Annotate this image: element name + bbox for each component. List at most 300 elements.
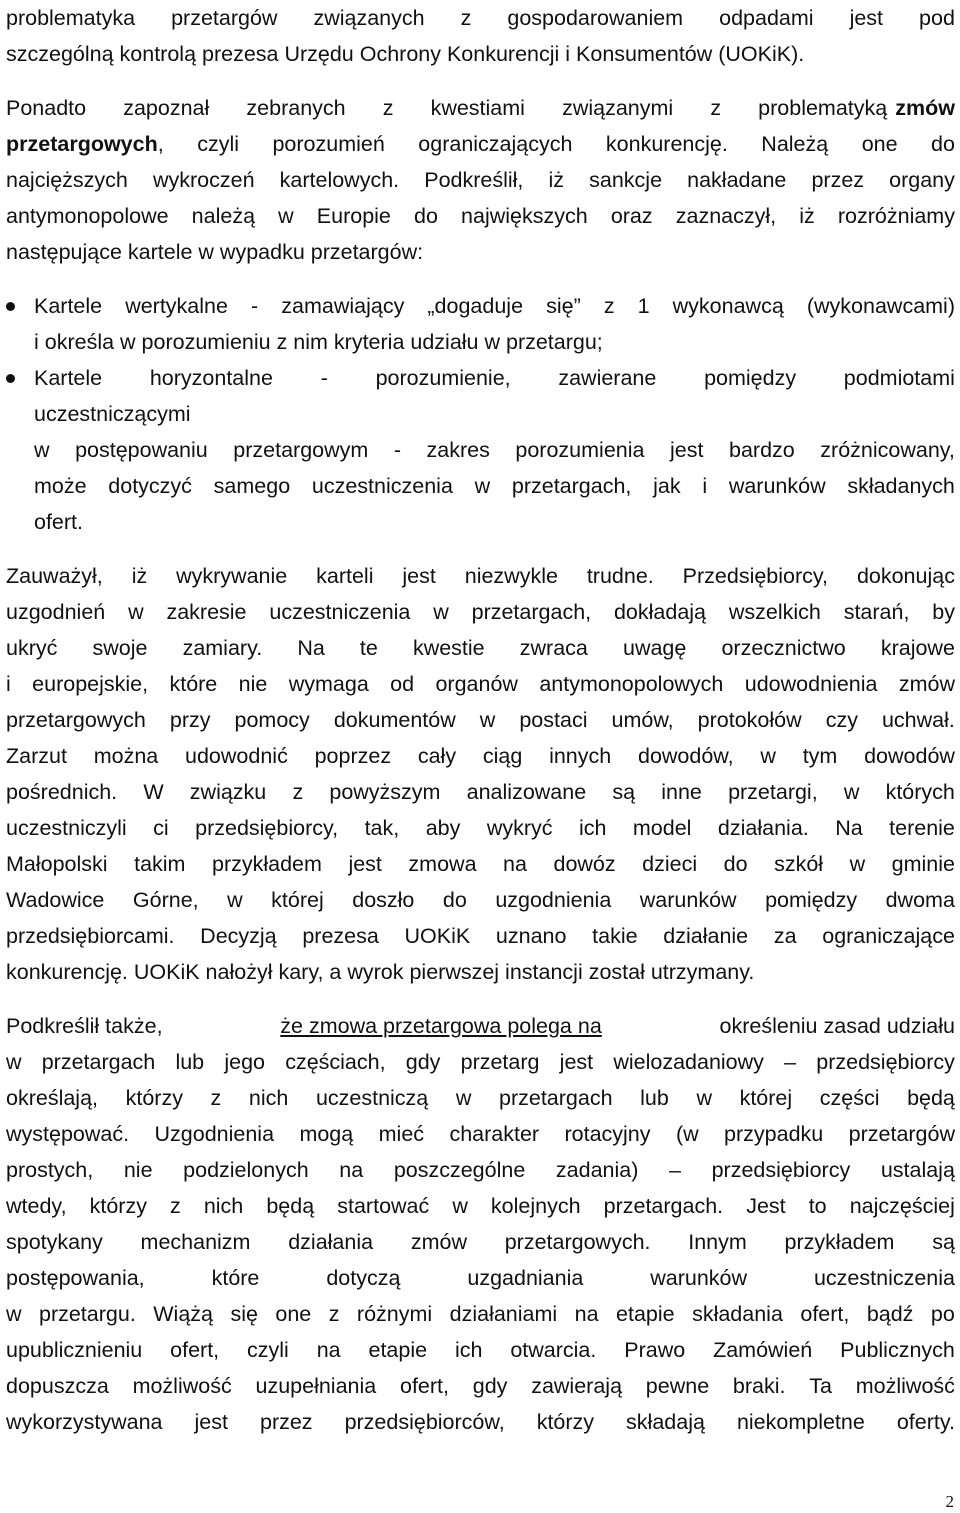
text-span xyxy=(158,126,955,162)
word: zwraca xyxy=(519,636,588,660)
word: należą xyxy=(191,204,256,228)
word: warunków xyxy=(728,474,826,498)
word: przetargu. xyxy=(38,1302,136,1326)
text-line xyxy=(6,432,955,468)
word: ograniczające xyxy=(822,924,955,948)
word: różnymi xyxy=(356,1302,433,1326)
text-span: konkurencję. UOKiK nałożył kary, a wyrok pierwszej instancji został utrzymany. xyxy=(6,960,755,984)
word: Ta xyxy=(809,1374,832,1398)
text-line xyxy=(6,1008,955,1044)
text-span: i określa w porozumieniu z nim kryteria udziału w przetargu; xyxy=(34,330,603,354)
word: przetargowych. xyxy=(504,1230,651,1254)
text-line xyxy=(6,630,955,666)
word: jest xyxy=(559,1050,594,1074)
word: lub xyxy=(640,1086,669,1110)
word: do xyxy=(723,852,748,876)
word: dotyczą xyxy=(326,1266,401,1290)
word: ukryć xyxy=(6,636,58,660)
word: analizowane xyxy=(466,780,587,804)
word: ograniczających xyxy=(418,132,573,156)
word: działaniami xyxy=(449,1302,558,1326)
word: jest xyxy=(194,1410,228,1434)
word: swoje xyxy=(92,636,148,660)
word: może xyxy=(34,474,87,498)
word: ofert, xyxy=(800,1302,850,1326)
word: ci xyxy=(153,816,169,840)
word: związanymi xyxy=(562,96,674,120)
word: warunków xyxy=(650,1266,748,1290)
word: Przedsiębiorcy, xyxy=(682,564,829,588)
word: przetargach xyxy=(41,1050,156,1074)
word: zmów xyxy=(410,1230,467,1254)
word: nakładane xyxy=(687,168,787,192)
text-span: uczestniczącymi xyxy=(34,402,191,426)
word: W xyxy=(143,780,164,804)
word: nie xyxy=(123,1158,153,1182)
text-span: określeniu zasad udziału xyxy=(713,1014,955,1038)
word: sankcje xyxy=(589,168,663,192)
word: iż xyxy=(131,564,148,588)
word: Na xyxy=(297,636,325,660)
word: szkół xyxy=(774,852,824,876)
word: są xyxy=(932,1230,955,1254)
word: z xyxy=(170,1194,181,1218)
word: umów, xyxy=(611,708,674,732)
text-line xyxy=(6,918,955,954)
word: związanych xyxy=(313,6,425,30)
word: Innym xyxy=(688,1230,747,1254)
word: podzielonych xyxy=(183,1158,309,1182)
list-item xyxy=(6,288,955,360)
word: dzieci xyxy=(642,852,698,876)
word: dowodów xyxy=(864,744,955,768)
word: od xyxy=(390,672,415,696)
word: Podkreślił, xyxy=(424,168,524,192)
word: to xyxy=(808,1194,827,1218)
word: dowóz xyxy=(553,852,616,876)
word: dokumentów xyxy=(333,708,456,732)
word: aby xyxy=(425,816,461,840)
word: dwoma xyxy=(885,888,955,912)
text-line xyxy=(6,882,955,918)
word: którzy xyxy=(125,1086,183,1110)
text-line xyxy=(6,126,955,162)
word: ich xyxy=(578,816,607,840)
word: zadania) xyxy=(555,1158,639,1182)
text-line xyxy=(6,504,955,540)
word: iż xyxy=(548,168,565,192)
text-line xyxy=(6,468,955,504)
word: na xyxy=(574,1302,599,1326)
text-line xyxy=(6,594,955,630)
word: powyższym xyxy=(329,780,441,804)
text-line xyxy=(6,90,955,126)
word: wykrywanie xyxy=(176,564,288,588)
word: przy xyxy=(169,708,211,732)
word: bardzo xyxy=(729,438,795,462)
word: kwestie xyxy=(412,636,485,660)
word: one xyxy=(275,1302,312,1326)
word: możliwość xyxy=(855,1374,955,1398)
text-span xyxy=(6,90,887,126)
word: części xyxy=(819,1086,880,1110)
word: uczestniczenia xyxy=(813,1266,955,1290)
word: uzgodnienia xyxy=(495,888,612,912)
word: w xyxy=(849,852,866,876)
word: i xyxy=(702,474,708,498)
word: – xyxy=(669,1158,681,1182)
word: w xyxy=(433,600,449,624)
word: zamiary. xyxy=(182,636,263,660)
word: pomiędzy xyxy=(765,888,858,912)
word: w xyxy=(34,438,50,462)
word: podmiotami xyxy=(843,366,955,390)
text-line xyxy=(6,954,955,990)
word: horyzontalne xyxy=(149,366,273,390)
word: składają xyxy=(626,1410,705,1434)
word: Prawo xyxy=(624,1338,686,1362)
word: przetargów xyxy=(848,1122,955,1146)
word: przedsiębiorcami. xyxy=(6,924,175,948)
word: otwarcia. xyxy=(510,1338,597,1362)
word: zebranych xyxy=(246,96,346,120)
word: zapoznał xyxy=(123,96,210,120)
word: model xyxy=(632,816,692,840)
text-line xyxy=(6,36,955,72)
word: europejskie, xyxy=(32,672,149,696)
word: uzupełniania xyxy=(255,1374,377,1398)
word: (wykonawcami) xyxy=(806,294,955,318)
word: w xyxy=(843,780,860,804)
text-line xyxy=(6,1332,955,1368)
word: jego xyxy=(224,1050,265,1074)
word: zmów xyxy=(898,672,955,696)
word: czy xyxy=(825,708,858,732)
text-span: następujące kartele w wypadku przetargów: xyxy=(6,240,424,264)
text-line xyxy=(6,666,955,702)
word: mieć xyxy=(378,1122,425,1146)
text-line xyxy=(6,1368,955,1404)
word: problematyką xyxy=(758,96,888,120)
word: konkurencję. xyxy=(605,132,728,156)
word: spotykany xyxy=(6,1230,103,1254)
word: można xyxy=(93,744,159,768)
word: częściach, xyxy=(285,1050,386,1074)
word: organy xyxy=(889,168,955,192)
underlined-text: że zmowa przetargowa polega na xyxy=(280,1014,602,1038)
text-line xyxy=(6,0,955,36)
word: występować. xyxy=(6,1122,130,1146)
word: - xyxy=(393,438,401,462)
bullet-icon xyxy=(6,374,15,383)
word: Jest xyxy=(746,1194,786,1218)
word: Wiążą xyxy=(153,1302,213,1326)
word: jest xyxy=(348,852,382,876)
word: wtedy, xyxy=(6,1194,67,1218)
word: doszło xyxy=(352,888,415,912)
word: – xyxy=(784,1050,797,1074)
word: z xyxy=(460,6,472,30)
word: jak xyxy=(653,474,681,498)
word: startować xyxy=(337,1194,430,1218)
word: z xyxy=(603,294,615,318)
word: dopuszcza xyxy=(6,1374,109,1398)
word: gdy xyxy=(472,1374,508,1398)
word: mogą xyxy=(299,1122,354,1146)
text-line xyxy=(6,1296,955,1332)
paragraph-detection xyxy=(6,558,955,990)
word: w xyxy=(479,708,496,732)
word: dowodów, xyxy=(637,744,734,768)
word: wymaga xyxy=(288,672,369,696)
text-line xyxy=(6,198,955,234)
word: zawierają xyxy=(531,1374,623,1398)
word: kartelowych. xyxy=(279,168,400,192)
word: nich xyxy=(203,1194,244,1218)
word: w xyxy=(474,474,491,498)
word: przedsiębiorców, xyxy=(344,1410,505,1434)
word: zaznaczył, xyxy=(675,204,777,228)
word: są xyxy=(612,780,636,804)
word: zróżnicowany, xyxy=(820,438,955,462)
word: udowodnić xyxy=(185,744,288,768)
word: Ponadto xyxy=(6,96,87,120)
word: organów xyxy=(435,672,518,696)
word: Kartele xyxy=(34,366,103,390)
word: wszelkich xyxy=(728,600,821,624)
word: prostych, xyxy=(6,1158,94,1182)
word: oraz xyxy=(610,204,653,228)
word: przedsiębiorcy xyxy=(816,1050,955,1074)
word: gminie xyxy=(891,852,955,876)
word: takim xyxy=(134,852,186,876)
word: wielozadaniowy xyxy=(613,1050,764,1074)
word: porozumień xyxy=(272,132,385,156)
word: do xyxy=(442,888,467,912)
word: którzy xyxy=(89,1194,147,1218)
word: działania. xyxy=(717,816,809,840)
word: zmowa xyxy=(408,852,477,876)
word: 1 xyxy=(637,294,650,318)
word: pewne xyxy=(645,1374,710,1398)
text-line xyxy=(6,1404,955,1440)
word: w xyxy=(760,744,776,768)
word: problematyka xyxy=(6,6,136,30)
word: przetargach. xyxy=(603,1194,724,1218)
text-span: Podkreślił także, xyxy=(6,1014,169,1038)
word: w xyxy=(128,600,144,624)
word: składanych xyxy=(847,474,955,498)
word: uwagę xyxy=(622,636,687,660)
word: jest xyxy=(849,6,884,30)
text-line xyxy=(6,738,955,774)
word: czyli xyxy=(197,132,239,156)
text-line xyxy=(6,324,955,360)
word: do xyxy=(414,204,438,228)
word: Górne, xyxy=(132,888,199,912)
word: braki. xyxy=(732,1374,786,1398)
word: Publicznych xyxy=(840,1338,955,1362)
word: postaci xyxy=(519,708,588,732)
paragraph-bid-rigging xyxy=(6,90,955,270)
word: „dogaduje xyxy=(427,294,524,318)
word: których xyxy=(885,780,955,804)
word: ofert, xyxy=(400,1374,449,1398)
text-line xyxy=(6,1080,955,1116)
word: której xyxy=(739,1086,793,1110)
word: antymonopolowe xyxy=(6,204,169,228)
word: przetargowym xyxy=(233,438,369,462)
word: inne xyxy=(661,780,702,804)
text-line xyxy=(6,360,955,396)
word: zamawiający xyxy=(281,294,405,318)
word: której xyxy=(271,888,324,912)
word: uczestniczenia xyxy=(311,474,453,498)
word: zawierane xyxy=(558,366,657,390)
word: lub xyxy=(175,1050,205,1074)
word: pod xyxy=(919,6,955,30)
word: Zauważył, xyxy=(6,564,103,588)
word: po xyxy=(930,1302,955,1326)
word: w xyxy=(6,1050,22,1074)
text-line xyxy=(6,1260,955,1296)
cartel-types-list xyxy=(6,288,955,540)
page-number: 2 xyxy=(945,1492,954,1511)
word: ciąg xyxy=(482,744,523,768)
bullet-icon xyxy=(6,302,15,311)
word: oferty. xyxy=(896,1410,955,1434)
word: przetargach, xyxy=(471,600,592,624)
text-line xyxy=(6,558,955,594)
word: dokonując xyxy=(856,564,955,588)
word: będą xyxy=(266,1194,315,1218)
word: innych xyxy=(549,744,612,768)
word: uczestniczą xyxy=(315,1086,429,1110)
word: gdy xyxy=(405,1050,441,1074)
word: karteli xyxy=(316,564,374,588)
word: dotyczyć xyxy=(108,474,192,498)
word: etapie xyxy=(616,1302,675,1326)
word: uzgadniania xyxy=(467,1266,584,1290)
word: niezwykle xyxy=(464,564,558,588)
word: w xyxy=(455,1086,472,1110)
word: bądź xyxy=(866,1302,914,1326)
word: przetarg xyxy=(460,1050,540,1074)
word: z xyxy=(292,780,304,804)
word: uznano xyxy=(495,924,567,948)
paragraph-rigging-mechanisms xyxy=(6,1008,955,1440)
word: (w xyxy=(675,1122,699,1146)
word: - xyxy=(320,366,328,390)
text-line xyxy=(6,1116,955,1152)
word: protokołów xyxy=(697,708,802,732)
word: upublicznieniu xyxy=(6,1338,143,1362)
word: najczęściej xyxy=(849,1194,955,1218)
word: prezesa xyxy=(302,924,379,948)
word: największych xyxy=(461,204,588,228)
word: przez xyxy=(811,168,865,192)
word: pomiędzy xyxy=(704,366,797,390)
word: w xyxy=(278,204,294,228)
word: jest xyxy=(402,564,436,588)
word: się xyxy=(230,1302,258,1326)
bold-term: zmów xyxy=(895,96,955,120)
text-line xyxy=(6,1044,955,1080)
word: porozumienie, xyxy=(375,366,511,390)
word: orzecznictwo xyxy=(721,636,846,660)
word: określają, xyxy=(6,1086,99,1110)
word: w xyxy=(227,888,243,912)
word: UOKiK xyxy=(404,924,471,948)
word: te xyxy=(359,636,378,660)
word: wykonawcą xyxy=(672,294,784,318)
word: składania xyxy=(692,1302,783,1326)
word: będą xyxy=(907,1086,955,1110)
word: przez xyxy=(259,1410,313,1434)
word: na xyxy=(339,1158,364,1182)
text-line xyxy=(6,1224,955,1260)
word: ustalają xyxy=(880,1158,955,1182)
word: którzy xyxy=(536,1410,595,1434)
word: iż xyxy=(799,204,815,228)
word: Zarzut xyxy=(6,744,67,768)
word: terenie xyxy=(889,816,955,840)
text-line xyxy=(6,810,955,846)
word: przetargów xyxy=(171,6,278,30)
word: warunków xyxy=(639,888,737,912)
word: z xyxy=(710,96,722,120)
word: przykładem xyxy=(211,852,322,876)
word: przypadku xyxy=(724,1122,824,1146)
word: odpadami xyxy=(719,6,814,30)
word: postępowania, xyxy=(6,1266,145,1290)
word: i xyxy=(6,672,11,696)
word: Małopolski xyxy=(6,852,108,876)
word: które xyxy=(169,672,218,696)
word: kolejnych xyxy=(490,1194,581,1218)
word: udowodnienia xyxy=(744,672,878,696)
word: rozróżniamy xyxy=(837,204,955,228)
paragraph-body xyxy=(6,1044,955,1440)
word: pomocy xyxy=(234,708,310,732)
word: czyli xyxy=(247,1338,289,1362)
word: ofert, xyxy=(170,1338,220,1362)
word: cały xyxy=(417,744,457,768)
word: działania xyxy=(288,1230,374,1254)
word: uzgodnień xyxy=(6,600,106,624)
word: najcięższych xyxy=(6,168,128,192)
word: w xyxy=(6,1302,22,1326)
word: na xyxy=(316,1338,341,1362)
list-item xyxy=(6,360,955,540)
word: rotacyjny xyxy=(564,1122,651,1146)
word: trudne. xyxy=(586,564,654,588)
word: charakter xyxy=(449,1122,540,1146)
word: krajowe xyxy=(880,636,955,660)
word: z xyxy=(210,1086,222,1110)
word: na xyxy=(503,852,527,876)
word: związku xyxy=(189,780,267,804)
word: pośrednich. xyxy=(6,780,118,804)
word: nich xyxy=(248,1086,289,1110)
word: samego xyxy=(213,474,291,498)
word: przykładem xyxy=(784,1230,895,1254)
word: uchwał. xyxy=(881,708,955,732)
word: Należą xyxy=(761,132,829,156)
word: Na xyxy=(835,816,863,840)
text-line xyxy=(6,288,955,324)
word: tak, xyxy=(364,816,400,840)
